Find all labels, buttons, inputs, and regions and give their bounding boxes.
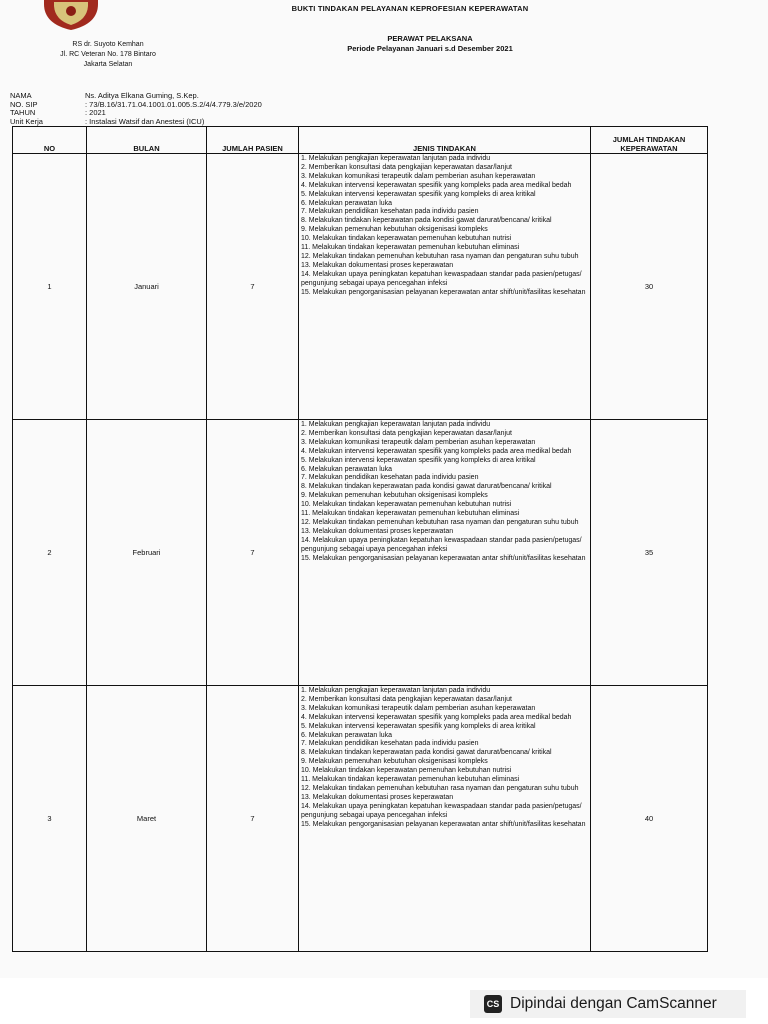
action-item: 11. Melakukan tindakan keperawatan pemenuhan kebutuhan eliminasi [301, 244, 520, 252]
action-item: 2. Memberikan konsultasi data pengkajian keperawatan dasar/lanjut [301, 695, 512, 703]
action-item: 10. Melakukan tindakan keperawatan pemenuhan kebutuhan nutrisi [301, 235, 512, 243]
action-item: 11. Melakukan tindakan keperawatan pemenuhan kebutuhan eliminasi [301, 510, 520, 518]
action-item: 14. Melakukan upaya peningkatan kepatuhan kewaspadaan standar pada pasien/petugas/ pengunjung sebagai upaya pencegahan infeksi [301, 802, 582, 819]
action-item: 8. Melakukan tindakan keperawatan pada kondisi gawat darurat/bencana/ kritikal [301, 483, 552, 491]
table-row [13, 420, 708, 686]
action-item: 1. Melakukan pengkajian keperawatan lanjutan pada individu [301, 155, 491, 162]
hospital-name: RS dr. Suyoto Kemhan [72, 41, 144, 48]
table-row [13, 154, 708, 420]
info-label: Unit Kerja [10, 116, 43, 126]
col-header-no: NO [13, 127, 87, 154]
hospital-city: Jakarta Selatan [83, 61, 133, 68]
action-item: 1. Melakukan pengkajian keperawatan lanjutan pada individu [301, 421, 491, 428]
hospital-street: Jl. RC Veteran No. 178 Bintaro [60, 51, 156, 58]
cell-jumlah: 30 [591, 154, 708, 420]
info-label: TAHUN [10, 108, 36, 118]
info-label: NAMA [10, 91, 32, 100]
action-item: 6. Melakukan perawatan luka [301, 731, 393, 739]
action-item: 5. Melakukan intervensi keperawatan spesifik yang kompleks di area kritikal [301, 190, 536, 198]
action-item: 9. Melakukan pemenuhan kebutuhan oksigenisasi kompleks [301, 492, 488, 500]
cell-no: 3 [13, 686, 87, 952]
cell-bulan: Maret [87, 686, 207, 952]
action-item: 7. Melakukan pendidikan kesehatan pada individu pasien [301, 208, 479, 216]
action-item: 10. Melakukan tindakan keperawatan pemenuhan kebutuhan nutrisi [301, 501, 512, 509]
action-item: 4. Melakukan intervensi keperawatan spesifik yang kompleks pada area medikal bedah [301, 181, 572, 189]
action-item: 5. Melakukan intervensi keperawatan spesifik yang kompleks di area kritikal [301, 456, 536, 464]
hospital-logo [40, 0, 102, 30]
action-item: 7. Melakukan pendidikan kesehatan pada individu pasien [301, 740, 479, 748]
action-item: 13. Melakukan dokumentasi proses keperawatan [301, 261, 454, 269]
cell-no: 1 [13, 154, 87, 420]
action-item: 8. Melakukan tindakan keperawatan pada kondisi gawat darurat/bencana/ kritikal [301, 749, 552, 757]
actions-table [12, 126, 708, 952]
info-value: : 73/B.16/31.71.04.1001.01.005.S.2/4/4.779.3/e/2020 [85, 99, 262, 109]
action-item: 4. Melakukan intervensi keperawatan spesifik yang kompleks pada area medikal bedah [301, 713, 572, 721]
col-header-jumlah: JUMLAH TINDAKAN KEPERAWATAN [591, 127, 708, 154]
document-title: BUKTI TINDAKAN PELAYANAN KEPROFESIAN KEPERAWATAN [291, 4, 529, 13]
action-item: 13. Melakukan dokumentasi proses keperawatan [301, 527, 454, 535]
info-value: : Instalasi Watsif dan Anestesi (ICU) [85, 116, 205, 126]
cell-pasien: 7 [207, 686, 299, 952]
camscanner-watermark [470, 990, 746, 1018]
role-block [280, 34, 580, 54]
action-item: 12. Melakukan tindakan pemenuhan kebutuhan rasa nyaman dan pengaturan suhu tubuh [301, 252, 579, 260]
action-item: 3. Melakukan komunikasi terapeutik dalam pemberian asuhan keperawatan [301, 704, 536, 712]
action-item: 7. Melakukan pendidikan kesehatan pada individu pasien [301, 474, 479, 482]
cell-jumlah: 35 [591, 420, 708, 686]
cell-jenis-tindakan [299, 420, 591, 686]
cell-jenis-tindakan [299, 154, 591, 420]
role-title: PERAWAT PELAKSANA [387, 34, 473, 43]
action-item: 12. Melakukan tindakan pemenuhan kebutuhan rasa nyaman dan pengaturan suhu tubuh [301, 784, 579, 792]
info-row-sip [10, 101, 262, 110]
col-header-jenis: JENIS TINDAKAN [299, 127, 591, 154]
col-header-pasien: JUMLAH PASIEN [207, 127, 299, 154]
action-item: 13. Melakukan dokumentasi proses keperawatan [301, 793, 454, 801]
cell-pasien: 7 [207, 420, 299, 686]
cell-no: 2 [13, 420, 87, 686]
info-label: NO. SIP [10, 99, 38, 109]
action-item: 5. Melakukan intervensi keperawatan spesifik yang kompleks di area kritikal [301, 722, 536, 730]
action-item: 2. Memberikan konsultasi data pengkajian keperawatan dasar/lanjut [301, 429, 512, 437]
action-item: 2. Memberikan konsultasi data pengkajian keperawatan dasar/lanjut [301, 163, 512, 171]
table-row [13, 686, 708, 952]
action-item: 9. Melakukan pemenuhan kebutuhan oksigenisasi kompleks [301, 226, 488, 234]
action-item: 3. Melakukan komunikasi terapeutik dalam pemberian asuhan keperawatan [301, 172, 536, 180]
action-item: 10. Melakukan tindakan keperawatan pemenuhan kebutuhan nutrisi [301, 767, 512, 775]
action-item: 8. Melakukan tindakan keperawatan pada kondisi gawat darurat/bencana/ kritikal [301, 217, 552, 225]
info-value: : 2021 [85, 108, 106, 118]
cell-pasien: 7 [207, 154, 299, 420]
action-item: 3. Melakukan komunikasi terapeutik dalam pemberian asuhan keperawatan [301, 438, 536, 446]
action-item: 4. Melakukan intervensi keperawatan spesifik yang kompleks pada area medikal bedah [301, 447, 572, 455]
watermark-text: Dipindai dengan CamScanner [510, 995, 717, 1012]
action-item: 9. Melakukan pemenuhan kebutuhan oksigenisasi kompleks [301, 758, 488, 766]
camscanner-logo-icon: CS [484, 995, 502, 1013]
action-item: 15. Melakukan pengorganisasian pelayanan keperawatan antar shift/unit/fasilitas kesehatan [301, 554, 586, 562]
action-item: 6. Melakukan perawatan luka [301, 199, 393, 207]
action-item: 15. Melakukan pengorganisasian pelayanan keperawatan antar shift/unit/fasilitas kesehatan [301, 288, 586, 296]
action-item: 14. Melakukan upaya peningkatan kepatuhan kewaspadaan standar pada pasien/petugas/ pengunjung sebagai upaya pencegahan infeksi [301, 536, 582, 553]
cell-jumlah: 40 [591, 686, 708, 952]
cell-bulan: Februari [87, 420, 207, 686]
action-item: 15. Melakukan pengorganisasian pelayanan keperawatan antar shift/unit/fasilitas kesehatan [301, 820, 586, 828]
action-item: 1. Melakukan pengkajian keperawatan lanjutan pada individu [301, 687, 491, 694]
action-item: 6. Melakukan perawatan luka [301, 465, 393, 473]
cell-bulan: Januari [87, 154, 207, 420]
hospital-address [34, 40, 182, 70]
info-value: Ns. Aditya Elkana Guming, S.Kep. [85, 91, 199, 100]
col-header-bulan: BULAN [87, 127, 207, 154]
action-item: 14. Melakukan upaya peningkatan kepatuhan kewaspadaan standar pada pasien/petugas/ pengunjung sebagai upaya pencegahan infeksi [301, 270, 582, 287]
action-item: 12. Melakukan tindakan pemenuhan kebutuhan rasa nyaman dan pengaturan suhu tubuh [301, 518, 579, 526]
cell-jenis-tindakan [299, 686, 591, 952]
staff-info [10, 92, 262, 126]
action-item: 11. Melakukan tindakan keperawatan pemenuhan kebutuhan eliminasi [301, 776, 520, 784]
table-header-row [13, 127, 708, 154]
service-period: Periode Pelayanan Januari s.d Desember 2021 [347, 44, 513, 53]
